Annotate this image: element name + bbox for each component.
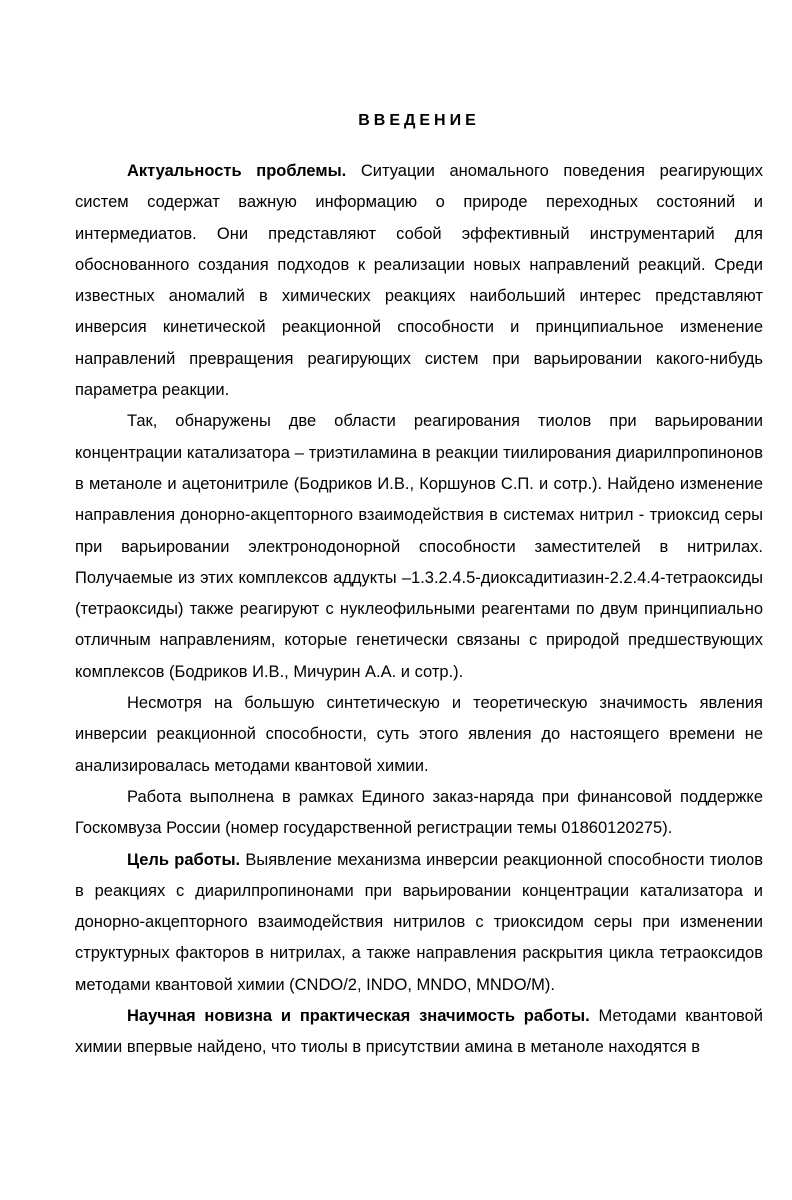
paragraph-goal bbox=[75, 845, 763, 1001]
paragraph-text: Несмотря на большую синтетическую и теоретическую значимость явления инверсии реакционной способности, суть этого явления до настоящего времени не анализировалась методами квантовой химии. bbox=[75, 694, 763, 775]
paragraph-relevance bbox=[75, 156, 763, 406]
paragraph-lead: Цель работы. bbox=[127, 850, 241, 869]
paragraph-text: Ситуации аномального поведения реагирующих систем содержат важную информацию о природе переходных состояний и интермедиатов. Они представляют собой эффективный инструментарий для обоснованного создания подходов к реализации новых направлений реакций. Среди известных аномалий в химических реакциях наибольший интерес представляют инверсия кинетической реакционной способности и принципиальное изменение направлений превращения реагирующих систем при варьировании какого-нибудь параметра реакции. bbox=[75, 162, 763, 400]
paragraph-text: Методами квантовой химии впервые найдено, что тиолы в присутствии амина в метаноле находятся в bbox=[75, 1007, 763, 1057]
paragraph-significance bbox=[75, 688, 763, 782]
paragraph-text: Работа выполнена в рамках Единого заказ-наряда при финансовой поддержке Госкомвуза России (номер государственной регистрации темы 01860120275). bbox=[75, 787, 763, 838]
paragraph-lead: Научная новизна и практическая значимость работы. bbox=[127, 1007, 590, 1026]
document-body bbox=[75, 156, 763, 1064]
paragraph-novelty bbox=[75, 1001, 763, 1064]
paragraph-text: Так, обнаружены две области реагирования тиолов при варьировании концентрации катализатора – триэтиламина в реакции тиилирования диарилпропинонов в метаноле и ацетонитриле (Бодриков И.В., Коршунов С.П. и сотр.). Найдено изменение направления донорно-акцепторного взаимодействия в системах нитрил - триоксид серы при варьировании электронодонорной способности заместителей в нитрилах. Получаемые из этих комплексов аддукты –1.3.2.4.5-диоксадитиазин-2.2.4.4-тетраоксиды (тетраоксиды) также реагируют с нуклеофильными реагентами по двум принципиально отличным направлениям, которые генетически связаны с природой предшествующих комплексов (Бодриков И.В., Мичурин А.А. и сотр.). bbox=[75, 412, 763, 681]
paragraph-lead: Актуальность проблемы. bbox=[127, 162, 347, 180]
paragraph-text: Выявление механизма инверсии реакционной способности тиолов в реакциях с диарилпропинонами при варьировании концентрации катализатора и донорно-акцепторного взаимодействия нитрилов с триоксидом серы при изменении структурных факторов в нитрилах, а также направления раскрытия цикла тетраоксидов методами квантовой химии (CNDO/2, INDO, MNDO, MNDO/M). bbox=[75, 850, 763, 994]
page-title: ВВЕДЕНИЕ bbox=[358, 112, 480, 129]
paragraph-findings bbox=[75, 406, 763, 688]
paragraph-funding bbox=[75, 782, 763, 845]
